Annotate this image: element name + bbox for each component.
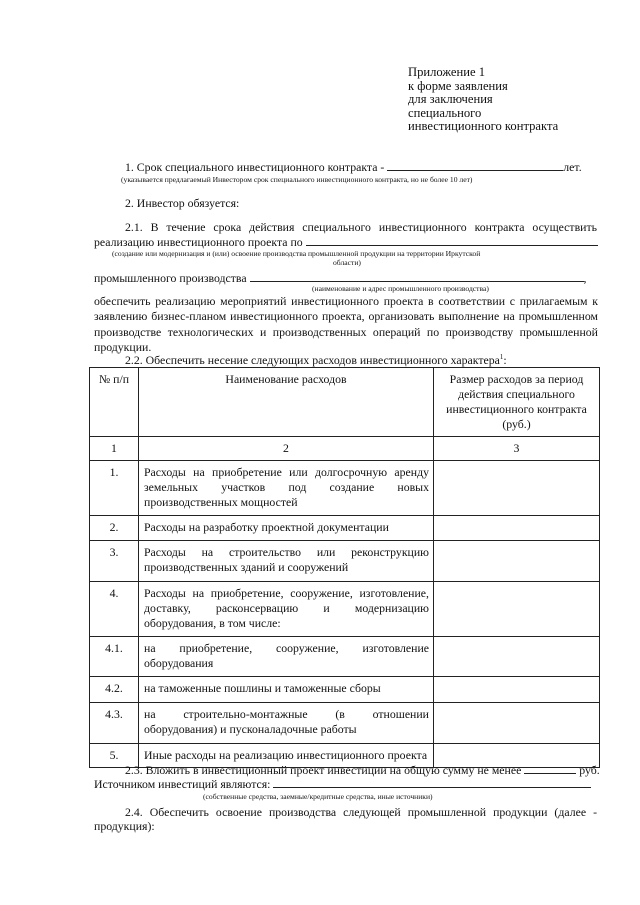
colnum: 1 — [90, 437, 139, 461]
amount-cell[interactable] — [434, 582, 600, 637]
table-colnum-row — [90, 437, 600, 461]
contract-term-label: 1. Срок специального инвестиционного контракта - — [125, 160, 385, 174]
paragraph-line: продукции. — [94, 340, 152, 355]
row-text: на строительно-монтажные (в отношении — [144, 707, 429, 721]
col-number-header: № п/п — [90, 368, 139, 437]
header-text: инвестиционного контракта — [446, 402, 587, 416]
row-text: Расходы на разработку проектной документации — [144, 520, 389, 534]
section-22-text: 2.2. Обеспечить несение следующих расходов инвестиционного характера — [125, 353, 500, 367]
col-name-header: Наименование расходов — [139, 368, 434, 437]
table-row — [90, 516, 600, 541]
section-23-line2 — [94, 775, 591, 792]
section-24-line2: продукция): — [94, 819, 155, 833]
row-number: 4. — [90, 582, 139, 637]
amount-cell[interactable] — [434, 703, 600, 744]
row-name — [139, 516, 434, 541]
investment-source-label: Источником инвестиций являются: — [94, 777, 271, 791]
contract-term-field[interactable] — [387, 158, 563, 171]
row-text: Иные расходы на реализацию инвестиционного проекта — [144, 748, 428, 762]
row-text: доставку, расконсервацию и модернизацию — [144, 601, 429, 615]
header-line: Приложение 1 — [408, 65, 486, 79]
row-text: производственных зданий и сооружений — [144, 560, 349, 574]
row-text: на таможенные пошлины и таможенные сборы — [144, 681, 381, 695]
row-name — [139, 461, 434, 516]
amount-cell[interactable] — [434, 677, 600, 703]
paragraph-line: обеспечить реализацию мероприятий инвестиционного проекта в соответствии с прилагаемым к — [94, 294, 598, 308]
row-name — [139, 703, 434, 744]
row-number: 4.1. — [90, 637, 139, 677]
row-text: земельных участков под создание новых — [144, 480, 429, 494]
row-text: Расходы на приобретение или долгосрочную аренду — [144, 465, 429, 479]
amount-cell[interactable] — [434, 461, 600, 516]
investment-source-field[interactable] — [273, 775, 591, 788]
project-type-note: (создание или модернизация и (или) освоение производства промышленной продукции на территории Иркутской — [112, 249, 481, 258]
row-name — [139, 582, 434, 637]
row-number: 4.3. — [90, 703, 139, 744]
currency-label: руб. — [579, 763, 600, 777]
row-number: 3. — [90, 541, 139, 582]
section-24-line1: 2.4. Обеспечить освоение производства следующей промышленной продукции (далее - — [125, 805, 597, 819]
appendix-header — [408, 66, 558, 134]
header-text: Размер расходов за период — [449, 372, 584, 386]
production-name-field[interactable] — [250, 269, 584, 282]
comma: , — [583, 271, 587, 285]
paragraph-line: заявлению бизнес-планом инвестиционного проекта, организовать выполнение на промышленном — [94, 309, 598, 324]
amount-cell[interactable] — [434, 516, 600, 541]
row-text: Расходы на приобретение, сооружение, изготовление, — [144, 586, 429, 600]
header-text: действия специального — [458, 387, 575, 401]
colnum: 2 — [139, 437, 434, 461]
project-type-note-end: области) — [333, 258, 361, 267]
production-label: промышленного производства — [94, 271, 247, 285]
table-row — [90, 582, 600, 637]
table-header-row — [90, 368, 600, 437]
row-text: оборудования — [144, 656, 214, 670]
investment-amount-field[interactable] — [524, 761, 576, 774]
row-number: 4.2. — [90, 677, 139, 703]
table-row — [90, 637, 600, 677]
header-line: к форме заявления — [408, 78, 508, 93]
header-line: для заключения — [408, 92, 493, 106]
row-text: Расходы на строительство или реконструкцию — [144, 545, 429, 559]
row-text: оборудования) и пусконаладочные работы — [144, 722, 357, 736]
contract-term-line — [125, 158, 582, 175]
row-number: 2. — [90, 516, 139, 541]
row-text: оборудования, в том числе: — [144, 616, 281, 630]
row-name — [139, 541, 434, 582]
section-21-line1: 2.1. В течение срока действия специального инвестиционного контракта осуществить — [125, 220, 597, 234]
section-22-title — [125, 353, 507, 368]
row-text: на приобретение, сооружение, изготовление — [144, 641, 429, 655]
amount-cell[interactable] — [434, 541, 600, 582]
footnote-mark: 1 — [499, 353, 504, 362]
colnum: 3 — [434, 437, 600, 461]
section-21-line2 — [94, 233, 598, 250]
production-name-note: (наименование и адрес промышленного производства) — [312, 284, 489, 293]
table-row — [90, 461, 600, 516]
table-row — [90, 677, 600, 703]
table-row — [90, 541, 600, 582]
col-amount-header — [434, 368, 600, 437]
header-text: (руб.) — [502, 417, 531, 431]
row-number: 1. — [90, 461, 139, 516]
project-type-field[interactable] — [306, 233, 598, 246]
row-name — [139, 677, 434, 703]
contract-term-suffix: лет. — [563, 160, 582, 174]
paragraph-line: производстве технологических и производственных операций по производству промышленной — [94, 324, 598, 339]
header-line: специального — [408, 105, 482, 120]
row-number: 5. — [90, 744, 139, 768]
investment-source-note: (собственные средства, заемные/кредитные средства, иные источники) — [203, 792, 433, 801]
row-text: производственных мощностей — [144, 495, 298, 509]
colon: : — [503, 353, 507, 367]
amount-cell[interactable] — [434, 637, 600, 677]
section-2-title: 2. Инвестор обязуется: — [125, 196, 240, 210]
expense-table — [89, 367, 600, 768]
contract-term-note: (указывается предлагаемый Инвестором срок специального инвестиционного контракта, но не более 10 лет) — [121, 175, 473, 184]
investment-amount-label: 2.3. Вложить в инвестиционный проект инвестиции на общую сумму не менее — [125, 763, 522, 777]
header-line: инвестиционного контракта — [408, 119, 559, 133]
table-row — [90, 703, 600, 744]
section-21-paragraph — [94, 294, 598, 356]
row-name — [139, 637, 434, 677]
section-21-project-label: реализацию инвестиционного проекта по — [94, 235, 303, 249]
